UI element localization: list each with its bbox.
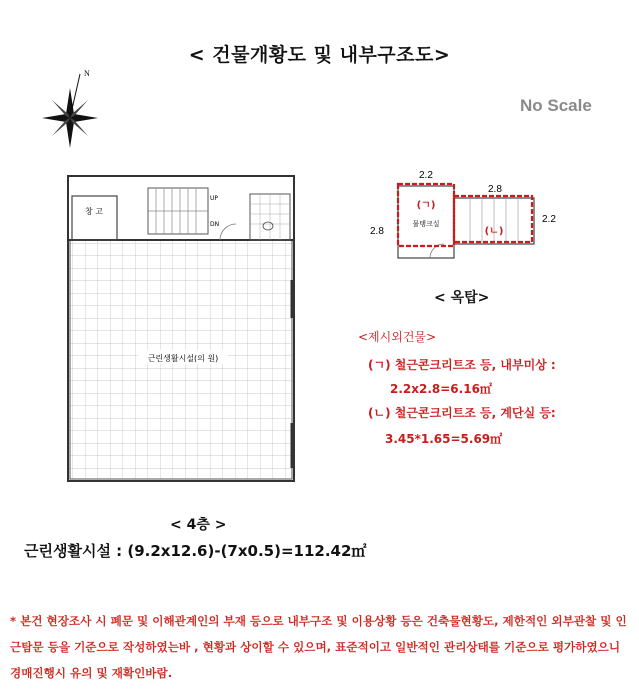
stair-up-label: UP [210, 195, 219, 202]
storage-label: 창 고 [85, 207, 103, 216]
note-item-1: (ㄱ) 철근콘크리트조 등, 내부미상 : [368, 358, 556, 372]
compass-icon [38, 66, 106, 152]
rooftop-caption: < 옥탑> [434, 290, 490, 306]
floor-plan-4f [60, 168, 305, 513]
mark-a: (ㄱ) [416, 200, 436, 211]
note-item-2-value: 3.45*1.65=5.69㎡ [385, 432, 503, 446]
rooftop-plan [370, 168, 580, 276]
stair-down-label: DN [210, 221, 220, 228]
dim-left-side: 2.8 [370, 226, 384, 237]
note-item-2: (ㄴ) 철근콘크리트조 등, 계단실 등: [368, 406, 556, 420]
water-tank-label: 물탱크실 [412, 220, 440, 228]
no-scale-label: No Scale [520, 96, 592, 115]
floor-caption: < 4층 > [170, 517, 227, 533]
compass-north-label: N [84, 69, 90, 78]
extra-buildings-title: <제시외건물> [358, 330, 437, 344]
area-calculation: 근린생활시설 : (9.2x12.6)-(7x0.5)=112.42㎡ [24, 542, 367, 560]
room-label: 근린생활시설(의 원) [147, 354, 219, 363]
mark-b: (ㄴ) [484, 226, 504, 237]
note-item-1-value: 2.2x2.8=6.16㎡ [390, 382, 492, 396]
disclaimer: * 본건 현장조사 시 폐문 및 이해관계인의 부재 등으로 내부구조 및 이용상황 등은 건축물현황도, 제한적인 외부관찰 및 인근탐문 등을 기준으로 작성하였는바 , 현황과 상이할 수 있으며, 표준적이고 일반적인 관리상태를 기준으로 평가하였으니 경매진행시 유의 및 재확인바람. [10, 614, 627, 680]
dim-right-side: 2.2 [542, 214, 556, 225]
page-title: < 건물개황도 및 내부구조도> [188, 44, 451, 66]
dim-left-top: 2.2 [419, 170, 433, 181]
dim-right-top: 2.8 [488, 184, 502, 195]
